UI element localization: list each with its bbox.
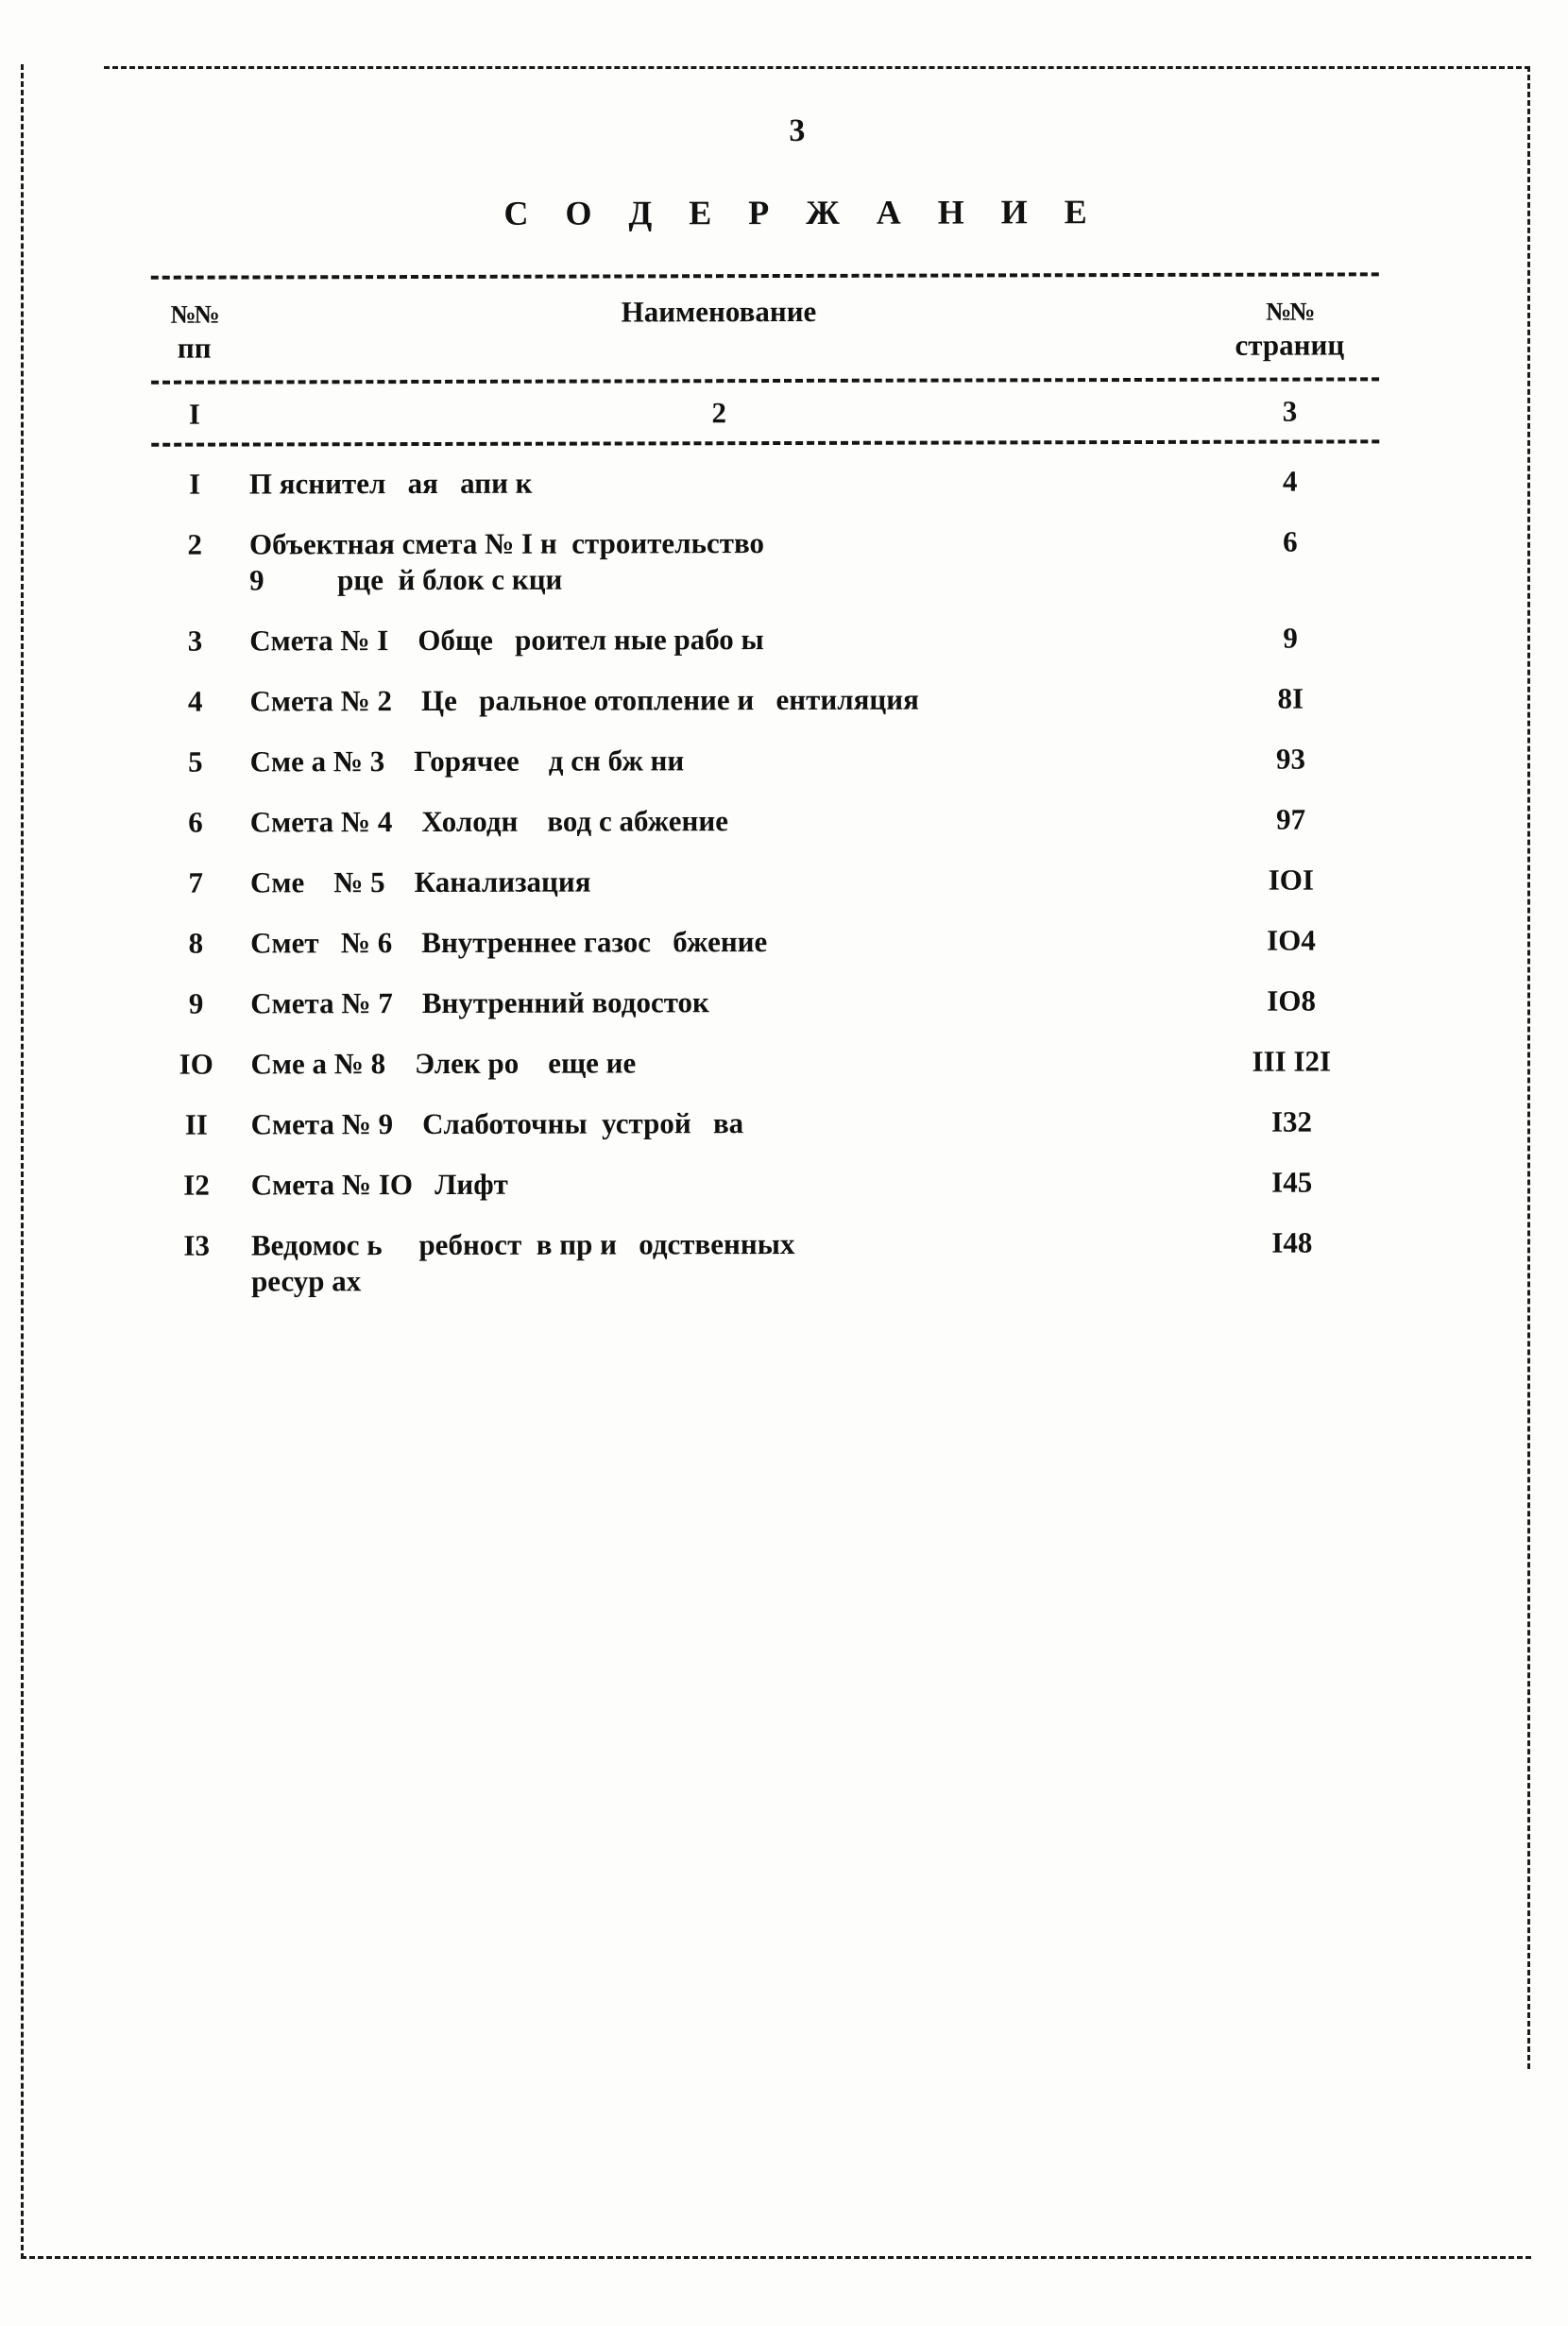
row-number: 2: [187, 527, 203, 561]
row-name: [239, 850, 1202, 914]
header-page-line2: страниц: [1235, 328, 1345, 362]
header-cell-name: Наименование: [621, 294, 817, 329]
row-name-line1: Смета № 7 Внутренний водосток: [250, 985, 709, 1020]
row-page: IOI: [1268, 863, 1314, 897]
row-page: I45: [1271, 1165, 1313, 1199]
table-row: [152, 790, 1380, 853]
header-cell-page: [1200, 283, 1379, 372]
document-content: [141, 111, 1428, 1312]
row-name-line2: ресур ах: [250, 1264, 362, 1298]
table-row: [152, 669, 1380, 732]
header-page-line1: №№: [1266, 297, 1314, 326]
table-of-contents: [151, 266, 1382, 1312]
row-page: 8I: [1277, 681, 1304, 715]
table-row: [151, 452, 1379, 515]
column-number-1: I: [188, 397, 200, 431]
table-row: [153, 971, 1381, 1035]
table-row: [153, 1153, 1381, 1216]
row-name-line1: Смета № I Обще роител ные рабо ы: [249, 623, 764, 658]
row-name-line1: Смета № 9 Слаботочны устрой ва: [250, 1106, 744, 1141]
row-number: I2: [183, 1168, 210, 1202]
table-header-row: [151, 283, 1379, 375]
horizontal-rule: [151, 440, 1379, 447]
row-name: [239, 729, 1202, 793]
row-page: I32: [1270, 1104, 1313, 1138]
row-page: 93: [1275, 742, 1306, 776]
column-number-2: 2: [711, 396, 727, 430]
row-name-line1: Смет № 6 Внутреннее газос бжение: [250, 925, 768, 960]
column-number-3: 3: [1282, 394, 1298, 428]
row-name: [238, 669, 1201, 732]
page-border-top: [104, 66, 1530, 69]
page-number: 3: [789, 112, 807, 148]
row-number: 3: [187, 624, 203, 658]
header-cell-number: [151, 287, 238, 375]
table-row: [153, 911, 1381, 974]
horizontal-rule: [151, 272, 1379, 279]
row-name-line1: Объектная смета № I н строительство: [248, 526, 765, 561]
row-name-line1: Смета № 4 Холодн вод с абжение: [249, 804, 729, 839]
row-number: 4: [187, 684, 203, 718]
row-name: [240, 1092, 1202, 1155]
row-name: [240, 1153, 1202, 1216]
row-name-line1: Смета № 2 Це ральное отопление и ентиляция: [249, 682, 919, 718]
row-name-line1: Смета № IO Лифт: [250, 1167, 508, 1202]
row-number: IO: [179, 1047, 213, 1081]
row-page: IO8: [1267, 983, 1317, 1018]
row-name: [238, 452, 1201, 515]
row-page: 6: [1283, 524, 1298, 558]
row-number: II: [184, 1107, 208, 1141]
row-name: [239, 1032, 1202, 1095]
row-page: III I2I: [1252, 1044, 1332, 1078]
row-name: [238, 608, 1201, 672]
row-name-line1: П яснител ая апи к: [248, 466, 533, 501]
table-row: [152, 850, 1380, 914]
table-row: [152, 608, 1380, 672]
row-page: 4: [1282, 464, 1298, 498]
row-name: [240, 1213, 1202, 1312]
horizontal-rule: [151, 378, 1379, 385]
row-name-line2: 9 рце й блок с кци: [249, 562, 563, 597]
row-name-line1: Ведомос ь ребност в пр и одственных: [250, 1227, 795, 1262]
table-row: [153, 1092, 1381, 1155]
table-row: [152, 729, 1380, 793]
page-border-right: [1527, 66, 1530, 2069]
row-number: 5: [188, 744, 203, 778]
row-name-line1: Сме № 5 Канализация: [249, 864, 591, 899]
row-page: 97: [1276, 802, 1306, 836]
table-row: [151, 512, 1379, 611]
row-page: I48: [1271, 1225, 1313, 1259]
table-column-numbers-row: [151, 389, 1379, 437]
table-row: [153, 1032, 1381, 1095]
header-number-line1: №№: [170, 299, 218, 329]
row-number: 6: [188, 805, 203, 839]
header-number-line2: пп: [177, 331, 212, 365]
row-name: [239, 971, 1202, 1035]
row-number: 9: [188, 986, 204, 1020]
row-number: 8: [188, 926, 204, 960]
row-number: 7: [188, 865, 203, 899]
table-row: [153, 1213, 1381, 1312]
row-page: 9: [1283, 621, 1298, 655]
page-title: С О Д Е Р Ж А Н И Е: [503, 193, 1101, 232]
row-page: IO4: [1267, 923, 1316, 957]
row-name: [239, 790, 1202, 853]
row-name: [239, 911, 1202, 974]
row-name-line1: Сме а № 3 Горячее д сн бж ни: [249, 744, 685, 778]
row-number: I3: [183, 1228, 211, 1262]
row-name-line1: Сме а № 8 Элек ро еще ие: [250, 1046, 637, 1081]
row-number: I: [189, 467, 201, 501]
row-name: [238, 512, 1201, 611]
